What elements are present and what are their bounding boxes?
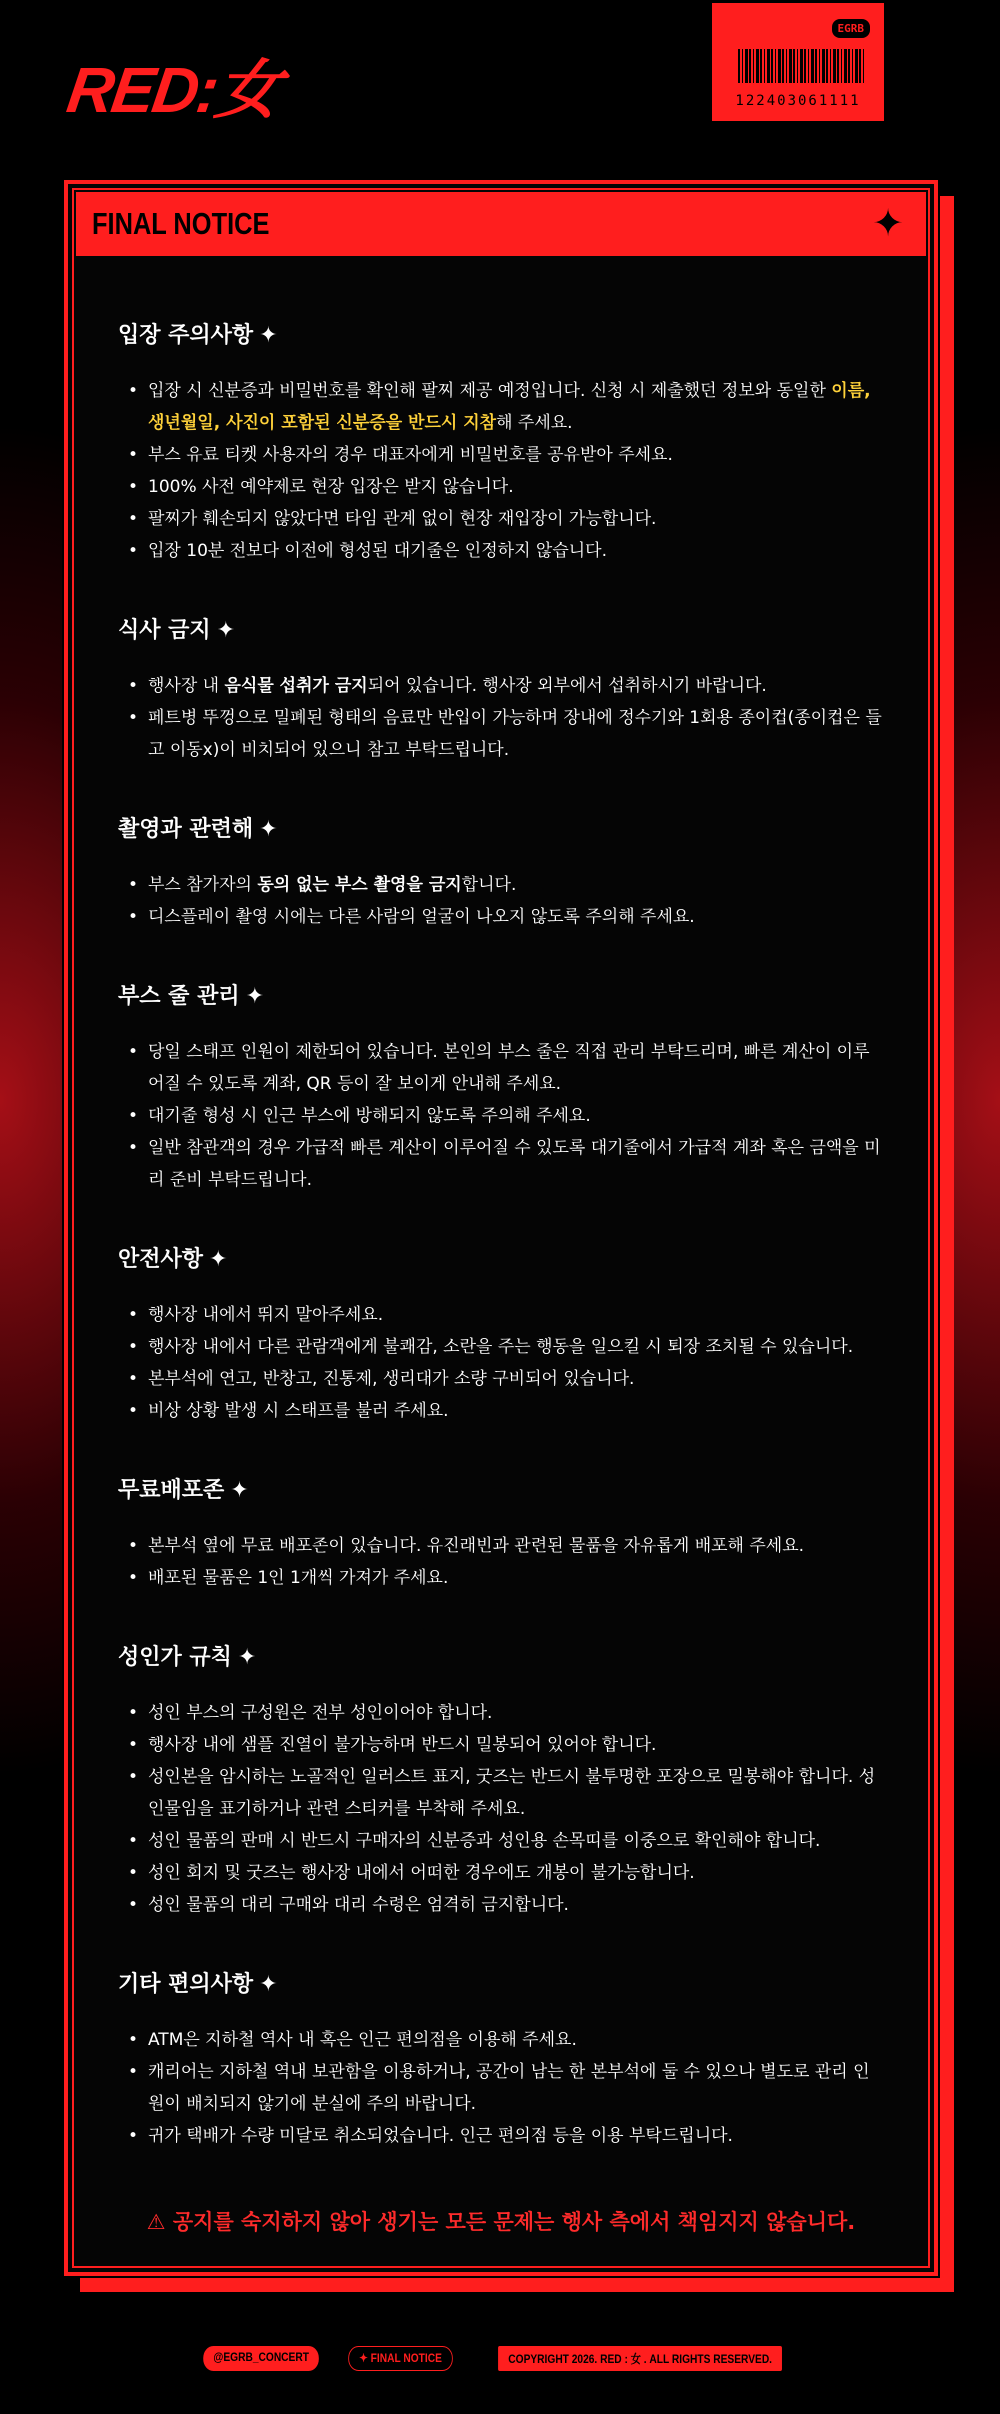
item-text: 100% 사전 예약제로 현장 입장은 받지 않습니다.	[148, 477, 514, 497]
notice-list	[118, 1299, 884, 1427]
list-item	[118, 1825, 884, 1857]
item-text: 귀가 택배가 수량 미달로 취소되었습니다. 인근 편의점 등을 이용 부탁드립니다.	[148, 2126, 733, 2146]
item-text: 캐리어는 지하철 역내 보관함을 이용하거나, 공간이 남는 한 본부석에 둘 수 있으나 별도로 관리 인원이 배치되지 않기에 분실에 주의 바랍니다.	[148, 2062, 870, 2114]
highlight-text: 이름, 생년월일, 사진이 포함된 신분증을 반드시 지참	[148, 381, 871, 433]
notice-section	[118, 1640, 884, 1921]
notice-list	[118, 375, 884, 567]
footer-handle[interactable]: @EGRB_CONCERT	[203, 2346, 319, 2371]
section-title	[118, 318, 884, 349]
list-item	[118, 1331, 884, 1363]
warning-message: ⚠ 공지를 숙지하지 않아 생기는 모든 문제는 행사 측에서 책임지지 않습니다.	[146, 2210, 856, 2234]
sparkle-icon: ✦	[259, 323, 278, 348]
list-item	[118, 375, 884, 439]
notice-section	[118, 318, 884, 567]
list-item	[118, 869, 884, 901]
item-text: 당일 스태프 인원이 제한되어 있습니다. 본인의 부스 줄은 직접 관리 부탁드리며, 빠른 계산이 이루어질 수 있도록 계좌, QR 등이 잘 보이게 안내해 주세요.	[148, 1042, 870, 1094]
item-text: 부스 참가자의	[148, 875, 258, 895]
item-text: 대기줄 형성 시 인근 부스에 방해되지 않도록 주의해 주세요.	[148, 1106, 591, 1126]
section-title	[118, 1640, 884, 1671]
notice-section	[118, 1242, 884, 1427]
ticket-number: 122403061111	[735, 93, 861, 109]
item-text: 입장 10분 전보다 이전에 형성된 대기줄은 인정하지 않습니다.	[148, 541, 607, 561]
footer-notice-tag: ✦ FINAL NOTICE	[349, 2346, 454, 2371]
item-text: 부스 유료 티켓 사용자의 경우 대표자에게 비밀번호를 공유받아 주세요.	[148, 445, 673, 465]
notice-list	[118, 869, 884, 933]
list-item	[118, 702, 884, 766]
item-text: 성인 부스의 구성원은 전부 성인이어야 합니다.	[148, 1703, 493, 1723]
list-item	[118, 901, 884, 933]
section-title-text: 입장 주의사항	[118, 323, 254, 348]
notice-section	[118, 613, 884, 766]
section-title	[118, 1967, 884, 1998]
logo: RED:女	[62, 54, 284, 126]
item-text: 합니다.	[461, 875, 517, 895]
bold-text: 동의 없는 부스 촬영을 금지	[257, 875, 462, 895]
item-text: 행사장 내에서 다른 관람객에게 불쾌감, 소란을 주는 행동을 일으킬 시 퇴장 조치될 수 있습니다.	[148, 1337, 854, 1357]
sparkle-icon: ✦	[230, 1478, 249, 1503]
item-text: ATM은 지하철 역사 내 혹은 인근 편의점을 이용해 주세요.	[148, 2030, 577, 2050]
item-text: 되어 있습니다. 행사장 외부에서 섭취하시기 바랍니다.	[367, 676, 767, 696]
item-text: 본부석에 연고, 반창고, 진통제, 생리대가 소량 구비되어 있습니다.	[148, 1369, 635, 1389]
list-item	[118, 2024, 884, 2056]
notice-list	[118, 2024, 884, 2152]
section-title-text: 촬영과 관련해	[118, 817, 254, 842]
notice-section	[118, 1473, 884, 1594]
section-title-text: 성인가 규칙	[118, 1645, 232, 1670]
section-title	[118, 812, 884, 843]
sparkle-icon: ✦	[209, 1247, 228, 1272]
notice-list	[118, 1036, 884, 1196]
item-text: 일반 참관객의 경우 가급적 빠른 계산이 이루어질 수 있도록 대기줄에서 가급적 계좌 혹은 금액을 미리 준비 부탁드립니다.	[148, 1138, 881, 1190]
list-item	[118, 1761, 884, 1825]
list-item	[118, 2056, 884, 2120]
list-item	[118, 1036, 884, 1100]
notice-list	[118, 1697, 884, 1921]
sparkle-icon: ✦	[237, 1645, 257, 1670]
item-text: 행사장 내에 샘플 진열이 불가능하며 반드시 밀봉되어 있어야 합니다.	[148, 1735, 657, 1755]
card-title: FINAL NOTICE	[92, 206, 270, 241]
sparkle-icon: ✦	[872, 201, 904, 245]
item-text: 페트병 뚜껑으로 밀폐된 형태의 음료만 반입이 가능하며 장내에 정수기와 1회용 종이컵(종이컵은 들고 이동x)이 비치되어 있으니 참고 부탁드립니다.	[148, 708, 882, 760]
footer	[0, 2346, 1000, 2371]
section-title	[118, 1473, 884, 1504]
notice-list	[118, 1530, 884, 1594]
notice-section	[118, 812, 884, 933]
item-text: 성인본을 암시하는 노골적인 일러스트 표지, 굿즈는 반드시 불투명한 포장으로 밀봉해야 합니다. 성인물임을 표기하거나 관련 스티커를 부착해 주세요.	[148, 1767, 876, 1819]
section-title-text: 안전사항	[118, 1247, 204, 1272]
item-text: 배포된 물품은 1인 1개씩 가져가 주세요.	[148, 1568, 449, 1588]
list-item	[118, 1889, 884, 1921]
sparkle-icon: ✦	[259, 817, 278, 842]
section-title-text: 식사 금지	[118, 618, 211, 643]
ticket-stub	[712, 3, 884, 121]
list-item	[118, 1299, 884, 1331]
notice-list	[118, 670, 884, 766]
list-item	[118, 1697, 884, 1729]
item-text: 성인 회지 및 굿즈는 행사장 내에서 어떠한 경우에도 개봉이 불가능합니다.	[148, 1863, 695, 1883]
list-item	[118, 439, 884, 471]
sparkle-icon: ✦	[216, 618, 236, 643]
item-text: 행사장 내	[148, 676, 225, 696]
notice-section	[118, 1967, 884, 2152]
footer-copyright: COPYRIGHT 2026. RED : 女 . ALL RIGHTS RESERVED.	[498, 2346, 782, 2371]
list-item	[118, 1530, 884, 1562]
ticket-badge: EGRB	[832, 19, 871, 38]
section-title	[118, 613, 884, 644]
section-title	[118, 979, 884, 1010]
sparkle-icon: ✦	[245, 984, 265, 1009]
notice-section	[118, 979, 884, 1196]
item-text: 입장 시 신분증과 비밀번호를 확인해 팔찌 제공 예정입니다. 신청 시 제출했던 정보와 동일한	[148, 381, 832, 401]
item-text: 성인 물품의 대리 구매와 대리 수령은 엄격히 금지합니다.	[148, 1895, 569, 1915]
list-item	[118, 535, 884, 567]
section-title-text: 기타 편의사항	[118, 1972, 254, 1997]
item-text: 해 주세요.	[496, 413, 573, 433]
sparkle-icon: ✦	[259, 1972, 278, 1997]
list-item	[118, 1729, 884, 1761]
section-title	[118, 1242, 884, 1273]
item-text: 디스플레이 촬영 시에는 다른 사람의 얼굴이 나오지 않도록 주의해 주세요.	[148, 907, 695, 927]
list-item	[118, 670, 884, 702]
item-text: 팔찌가 훼손되지 않았다면 타임 관계 없이 현장 재입장이 가능합니다.	[148, 509, 657, 529]
item-text: 행사장 내에서 뛰지 말아주세요.	[148, 1305, 384, 1325]
list-item	[118, 2120, 884, 2152]
section-title-text: 부스 줄 관리	[118, 984, 240, 1009]
card-header	[76, 192, 926, 256]
item-text: 본부석 옆에 무료 배포존이 있습니다. 유진래빈과 관련된 물품을 자유롭게 배포해 주세요.	[148, 1536, 805, 1556]
notice-card	[64, 180, 938, 2276]
list-item	[118, 1132, 884, 1196]
section-title-text: 무료배포존	[118, 1478, 225, 1503]
list-item	[118, 1857, 884, 1889]
list-item	[118, 1395, 884, 1427]
list-item	[118, 1562, 884, 1594]
item-text: 성인 물품의 판매 시 반드시 구매자의 신분증과 성인용 손목띠를 이중으로 확인해야 합니다.	[148, 1831, 821, 1851]
list-item	[118, 1100, 884, 1132]
list-item	[118, 471, 884, 503]
list-item	[118, 503, 884, 535]
list-item	[118, 1363, 884, 1395]
bold-text: 음식물 섭취가 금지	[224, 676, 368, 696]
item-text: 비상 상황 발생 시 스태프를 불러 주세요.	[148, 1401, 449, 1421]
barcode-icon	[738, 49, 864, 83]
notice-content	[118, 318, 884, 2198]
